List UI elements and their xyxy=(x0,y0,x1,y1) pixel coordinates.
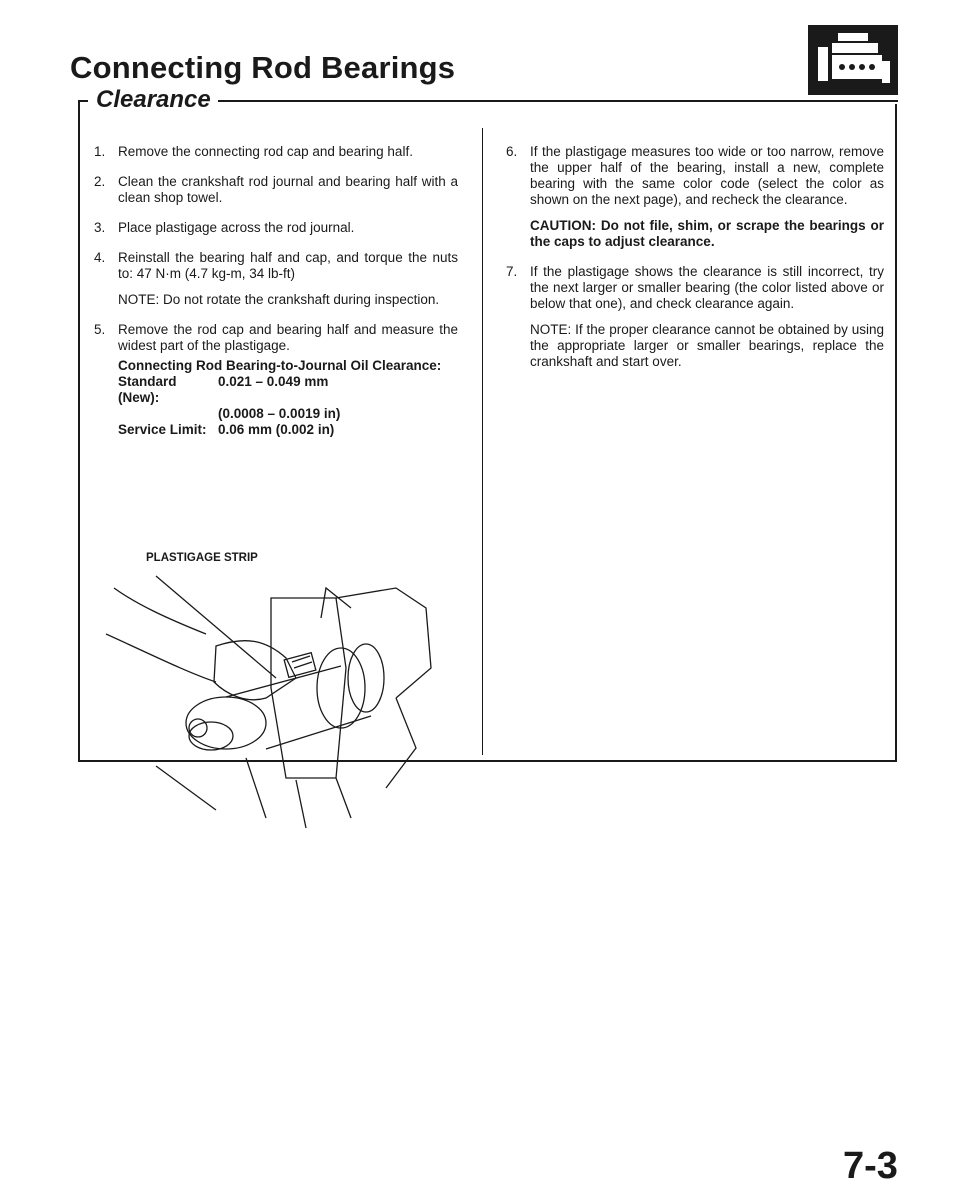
column-divider xyxy=(482,128,483,755)
right-column xyxy=(506,144,884,384)
step-1 xyxy=(94,144,458,160)
step-number: 4. xyxy=(94,250,106,265)
page-title: Connecting Rod Bearings xyxy=(70,50,456,85)
step-text: Clean the crankshaft rod journal and bearing half with a clean shop towel. xyxy=(118,174,458,205)
step-4 xyxy=(94,250,458,308)
spec-standard-value-in: (0.0008 – 0.0019 in) xyxy=(218,406,341,421)
caution-note: CAUTION: Do not file, shim, or scrape the bearings or the caps to adjust clearance. xyxy=(530,218,884,249)
leader-line xyxy=(156,576,276,678)
hand-outline xyxy=(214,641,296,700)
plastigage-strip-label: PLASTIGAGE STRIP xyxy=(146,552,258,564)
spec-standard-label: Standard (New): xyxy=(118,374,177,405)
step-6 xyxy=(506,144,884,250)
step-7 xyxy=(506,264,884,370)
spec-service-label: Service Limit: xyxy=(118,422,207,437)
spec-service-value: 0.06 mm (0.002 in) xyxy=(218,422,335,437)
step-text: If the plastigage shows the clearance is still incorrect, try the next larger or smaller bearing (the color listed above or below that one), and check clearance again. xyxy=(530,264,884,311)
crank-counterweight xyxy=(348,644,384,712)
engine-block-icon xyxy=(808,25,898,95)
leader-line xyxy=(156,766,216,810)
crank-nose xyxy=(189,719,207,737)
spec-standard-value: 0.021 – 0.049 mm xyxy=(218,374,329,389)
step-text: If the plastigage measures too wide or too narrow, remove the upper half of the bearing, install a new, complete bearing with the same color code (select the color as shown on the next page), and recheck the clearance. xyxy=(530,144,884,207)
spec-title: Connecting Rod Bearing-to-Journal Oil Clearance: xyxy=(118,358,442,373)
step-text: Remove the rod cap and bearing half and measure the widest part of the plastigage. xyxy=(118,322,458,353)
plastigage-strip xyxy=(292,656,312,668)
spec-standard-row xyxy=(118,374,458,406)
step-5 xyxy=(94,322,458,438)
step-number: 3. xyxy=(94,220,106,235)
hand-outline xyxy=(106,588,216,682)
clearance-spec xyxy=(118,358,458,438)
crankshaft-illustration xyxy=(96,548,466,838)
section-subtitle: Clearance xyxy=(96,86,211,113)
engine-block-outline xyxy=(321,588,351,618)
step-text: Reinstall the bearing half and cap, and torque the nuts to: 47 N·m (4.7 kg-m, 34 lb-ft) xyxy=(118,250,458,281)
step-number: 5. xyxy=(94,322,106,337)
step-number: 6. xyxy=(506,144,518,159)
left-column xyxy=(94,144,458,452)
step-number: 1. xyxy=(94,144,106,159)
spec-service-row xyxy=(118,422,458,438)
step-2 xyxy=(94,174,458,206)
step-text: Remove the connecting rod cap and bearing half. xyxy=(118,144,413,159)
crank-journal xyxy=(186,697,266,749)
step-note: NOTE: Do not rotate the crankshaft during inspection. xyxy=(118,292,440,307)
section-rule xyxy=(218,100,898,102)
step-number: 2. xyxy=(94,174,106,189)
crankshaft xyxy=(226,666,371,749)
page-number: 7-3 xyxy=(843,1145,898,1187)
step-note: NOTE: If the proper clearance cannot be obtained by using the appropriate larger or smaller bearings, replace the crankshaft and start over. xyxy=(530,322,884,369)
step-text: Place plastigage across the rod journal. xyxy=(118,220,355,235)
step-number: 7. xyxy=(506,264,518,279)
step-3 xyxy=(94,220,458,236)
engine-block-outline xyxy=(246,698,416,828)
engine-block-outline xyxy=(271,598,346,778)
